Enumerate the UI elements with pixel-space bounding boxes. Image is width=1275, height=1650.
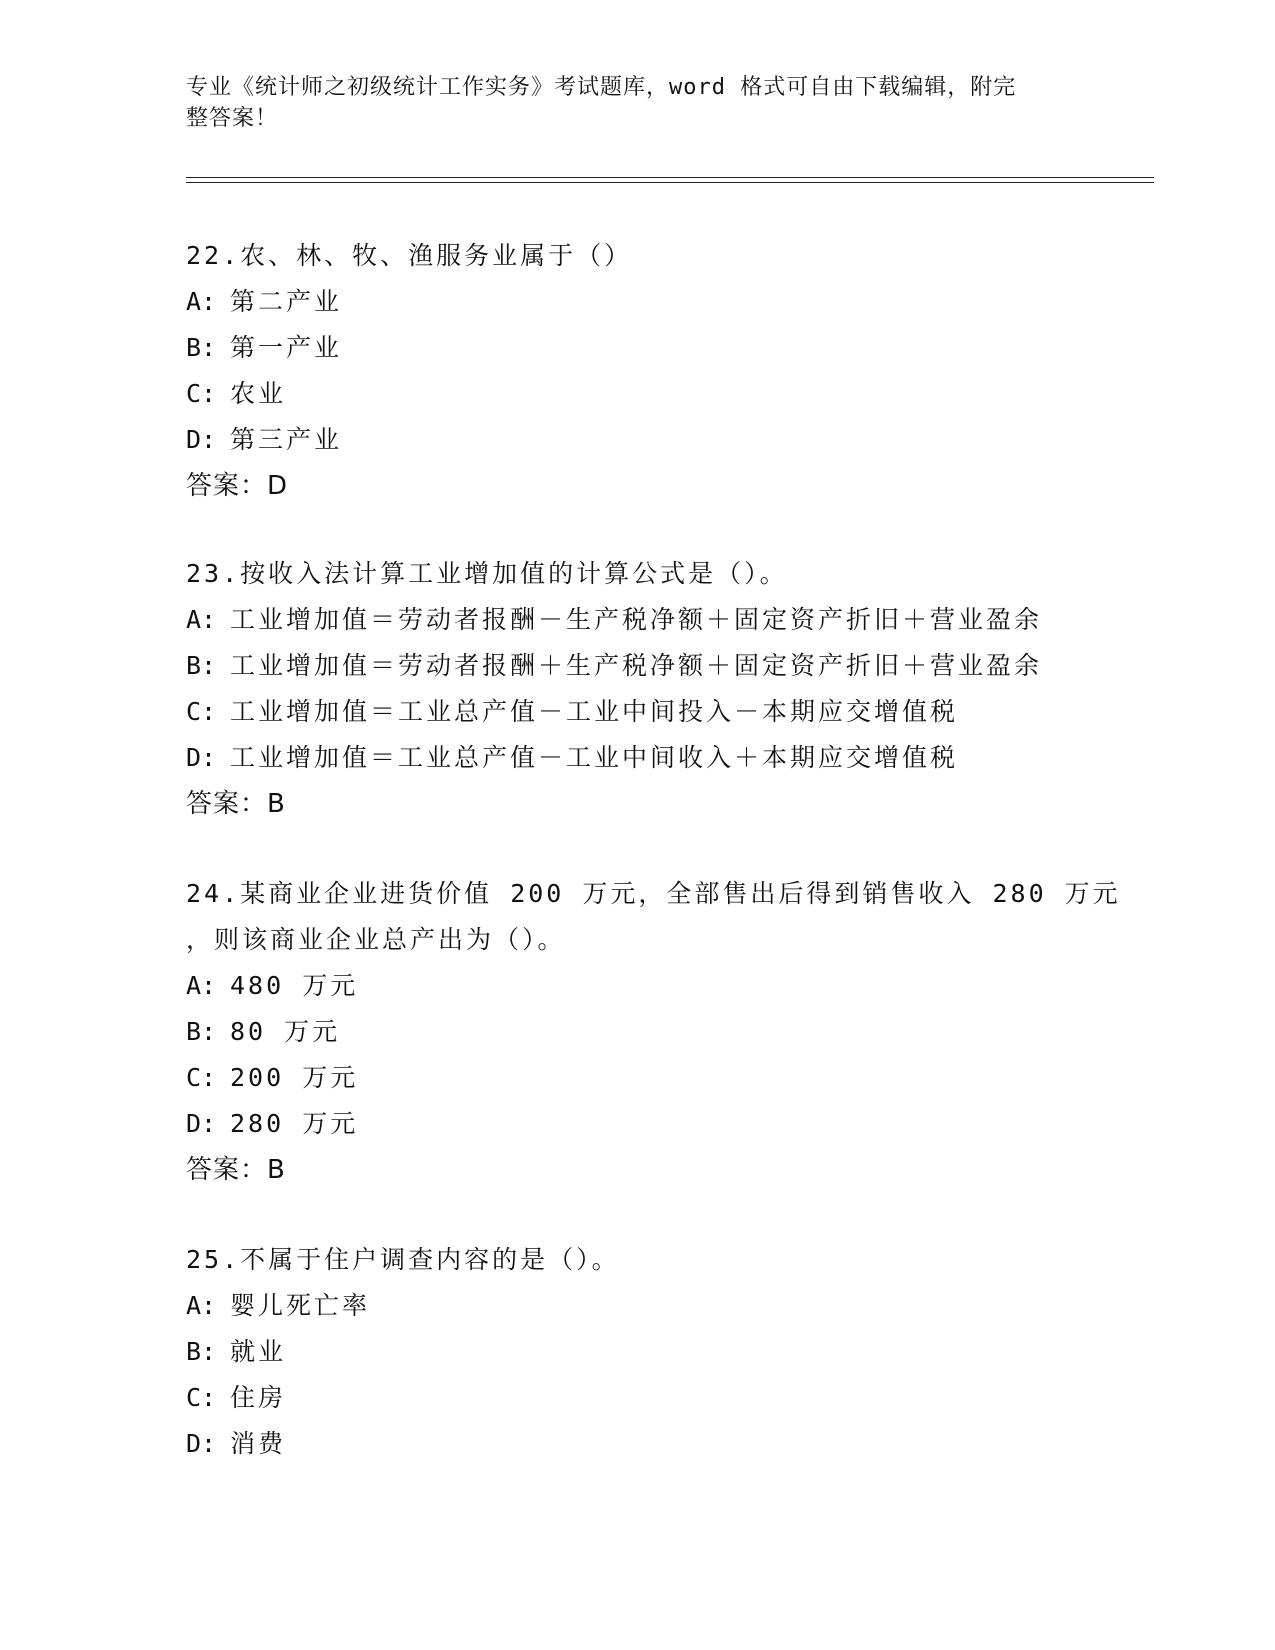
option-d (186, 1421, 1086, 1467)
question-stem: 24.某商业企业进货价值 200 万元，全部售出后得到销售收入 280 万元 (186, 879, 1121, 908)
option-text: 480 万元 (230, 971, 359, 1000)
question-stem: 22.农、林、牧、渔服务业属于（） (186, 241, 633, 270)
option-text: 消费 (230, 1429, 287, 1458)
option-d (186, 735, 1086, 781)
answer-label: 答案：B (186, 789, 286, 819)
option-key: D: (186, 1109, 217, 1138)
question-24 (186, 871, 1121, 1193)
question-22 (186, 233, 1086, 509)
answer-label: 答案：D (186, 471, 289, 501)
option-key: D: (186, 743, 217, 772)
option-text: 工业增加值＝劳动者报酬＋生产税净额＋固定资产折旧＋营业盈余 (230, 651, 1043, 680)
option-text: 工业增加值＝工业总产值－工业中间投入－本期应交增值税 (230, 697, 959, 726)
option-text: 工业增加值＝劳动者报酬－生产税净额＋固定资产折旧＋营业盈余 (230, 605, 1043, 634)
option-d (186, 1101, 1086, 1147)
header-line-1: 专业《统计师之初级统计工作实务》考试题库，word 格式可自由下载编辑，附完 (186, 75, 1017, 100)
option-text: 第二产业 (230, 287, 343, 316)
option-text: 280 万元 (230, 1109, 359, 1138)
option-text: 第一产业 (230, 333, 343, 362)
option-text: 就业 (230, 1337, 287, 1366)
header-divider-bottom (186, 182, 1154, 183)
option-key: B: (186, 333, 217, 362)
header-divider-top (186, 177, 1154, 178)
option-text: 住房 (230, 1383, 287, 1412)
option-key: C: (186, 697, 217, 726)
question-23 (186, 551, 1086, 827)
option-b (186, 1329, 1086, 1375)
option-c (186, 1055, 1086, 1101)
option-text: 婴儿死亡率 (230, 1291, 371, 1320)
option-text: 工业增加值＝工业总产值－工业中间收入＋本期应交增值税 (230, 743, 959, 772)
option-a (186, 597, 1086, 643)
option-d (186, 417, 1086, 463)
option-key: B: (186, 651, 217, 680)
option-b (186, 325, 1086, 371)
option-a (186, 279, 1086, 325)
option-text: 第三产业 (230, 425, 343, 454)
header-line-2: 整答案！ (186, 106, 279, 131)
option-text: 农业 (230, 379, 287, 408)
option-key: C: (186, 1063, 217, 1092)
question-stem: 25.不属于住户调查内容的是（）。 (186, 1245, 620, 1274)
question-stem-continued: ，则该商业企业总产出为（）。 (186, 925, 566, 954)
option-text: 200 万元 (230, 1063, 359, 1092)
question-25 (186, 1237, 1086, 1467)
option-a (186, 963, 1086, 1009)
option-key: C: (186, 379, 217, 408)
option-key: D: (186, 1429, 217, 1458)
document-header (186, 72, 1066, 134)
option-text: 80 万元 (230, 1017, 341, 1046)
option-key: A: (186, 605, 217, 634)
option-c (186, 371, 1086, 417)
option-a (186, 1283, 1086, 1329)
option-key: D: (186, 425, 217, 454)
option-key: A: (186, 971, 217, 1000)
question-stem: 23.按收入法计算工业增加值的计算公式是（）。 (186, 559, 788, 588)
option-key: A: (186, 287, 217, 316)
option-key: B: (186, 1017, 217, 1046)
answer-label: 答案：B (186, 1155, 286, 1185)
option-key: B: (186, 1337, 217, 1366)
option-c (186, 689, 1086, 735)
option-key: A: (186, 1291, 217, 1320)
option-b (186, 643, 1086, 689)
option-c (186, 1375, 1086, 1421)
option-b (186, 1009, 1086, 1055)
option-key: C: (186, 1383, 217, 1412)
